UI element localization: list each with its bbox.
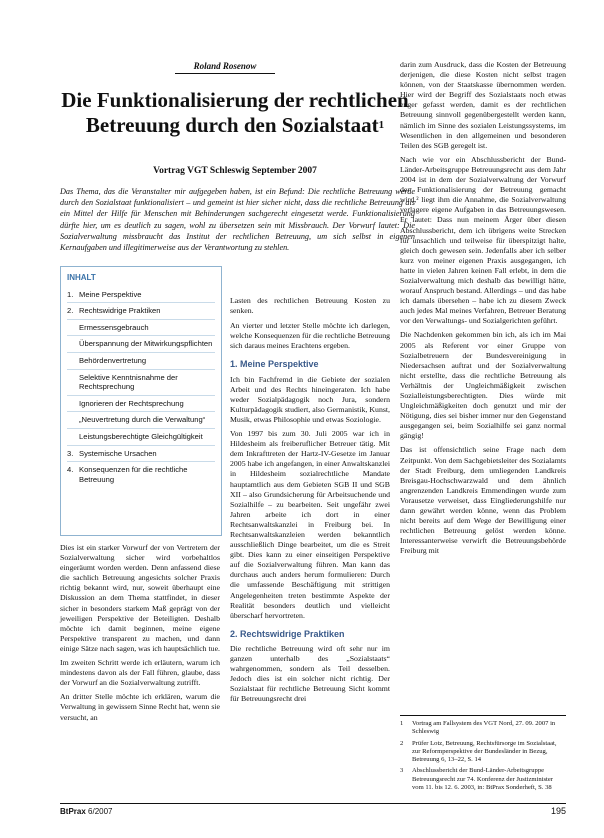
footnote-text: Prüfer Lotz, Betreuung, Rechtsfürsorge im Sozialstaat, zur Reformperspektive der Bundesländer in Bezug, Betreuung 6, 13–22, S. 14 [412, 739, 557, 764]
toc-item [67, 462, 215, 487]
body-paragraph: Lasten des rechtlichen Betreuung Kosten zu senken. [230, 296, 390, 316]
toc-item-number: 1. [67, 289, 74, 299]
column-middle [230, 296, 390, 708]
toc-item-label: Behördenvertretung [79, 355, 147, 365]
footnote-text: Abschlussbericht der Bund-Länder-Arbeitsgruppe Betreuungsrecht zur 74. Konferenz der Justizminister vom 11. bis 12. 6. 2003, in: BtPrax Sonderheft, S. 38 [412, 767, 553, 792]
body-paragraph: Im zweiten Schritt werde ich erläutern, warum ich mindestens davon als der Fall führen, glaube, dass der Vorwurf an die Sozialverwaltung zutrifft. [60, 658, 220, 688]
article-title [60, 88, 410, 138]
journal-issue [60, 807, 113, 816]
toc-title: INHALT [67, 273, 96, 282]
toc-item [67, 370, 215, 396]
toc-item-label: „Neuvertretung durch die Verwaltung“ [79, 415, 206, 425]
body-paragraph: Ich bin Fachfremd in die Gebiete der sozialen Arbeit und des Rechts hineingeraten. Ich habe weder Sozialpädagogik noch Jura, sondern Kulturpädagogik studiert, also Germanistik, Kunst, Musik, etwas Philosophie und etwas Soziologie. [230, 374, 390, 424]
footnotes [400, 715, 566, 795]
toc-item-number: 3. [67, 448, 74, 458]
body-paragraph: Die Nachdenken gekommen bin ich, als ich im Mai 2005 als Referent vor einer Gruppe von Sozialbetreuern der Bundesvereinigung in Niedersachsen auftrat und der Sozialverwaltung nicht erstellte, dass die rechtliche Betreuung als Verhältnis der Ungleichmäßigkeit zwischen Sozialleistungsberechtigten. Dies würde mit Ungleichmäßigkeiten doch genutzt und mir der Nötigung, dies sei bisher immer nur den Gegenstand ausgegangen sei, beim Sozialhilfe sei ganz normal gängig! [400, 330, 566, 441]
footnote-number: 2 [400, 739, 404, 747]
toc-item [67, 336, 215, 353]
footnote [400, 720, 566, 737]
toc-item-number: 2. [67, 306, 74, 316]
article-abstract: Das Thema, das die Veranstalter mir aufgegeben haben, ist ein Befund: Die rechtliche Betreuung werde durch den Sozialstaat funktionalisiert – und gemeint ist hier sicher nicht, dass die rechtliche Betreuung als ein Mittel der Hilfe für Menschen mit Behinderungen sachgerecht eingesetzt werde. Funktionalisierung dürfte hier, um es deutlich zu sagen, wohl zu übersetzen sein mit Missbrauch. Der Vorwurf lautet: Die Sozialverwaltung missbraucht das Institut der rechtlichen Betreuung, um sich selbst in eigenen Kernaufgaben und illegitimerweise aus der Verantwortung zu stehlen. [60, 187, 415, 253]
toc-item [67, 353, 215, 370]
footer-divider [60, 803, 566, 804]
toc-item [67, 303, 215, 320]
toc-item-label: Selektive Kenntnisnahme der Rechtsprechung [79, 372, 178, 392]
toc-item-label: Systemische Ursachen [79, 448, 157, 458]
toc-item-label: Meine Perspektive [79, 289, 142, 299]
body-paragraph: An vierter und letzter Stelle möchte ich darlegen, welche Konsequenzen für die rechtliche Betreuung sich daraus meines Erachtens ergeben. [230, 321, 390, 351]
author-underline [175, 73, 275, 74]
toc-list [67, 287, 215, 488]
journal-name: BtPrax [60, 807, 86, 816]
section-heading-1: 1. Meine Perspektive [230, 359, 319, 370]
toc-item [67, 429, 215, 446]
toc-item-number: 4. [67, 465, 74, 475]
article-title-text: Die Funktionalisierung der rechtlichen Betreuung durch den Sozialstaat [61, 88, 409, 137]
body-paragraph: darin zum Ausdruck, dass die Kosten der Betreuung derjenigen, die diese Kosten nicht selbst tragen können, von der Staatskasse übernommen werden. Hier wird der Begriff des Sozialstaats noch etwas enger gefasst werden, damit es der rechtlichen Betreuung sinnvoll gegenübergestellt werden kann, nämlich im Sinne des sozialen Leistungssystems, im Wesentlichen in den allgemeinen und besonderen Teilen des SGB geregelt ist. [400, 60, 566, 150]
body-paragraph: Das ist offensichtlich seine Frage nach dem Zeitpunkt. Von dem Sachgebietsleiter des Sozialamts der Stadt Freiburg, dem umliegenden Landkreis Breisgau-Hochschwarzwald und dem ähnlich angrenzenden Landkreis Emmendingen wurde zum Vorausetze verweiset, dass Eingliederungshilfe nur dann gewährt werden könne, wenn das Problem nicht bereits auf dem Wege der Bewilligung einer rechtlichen Betreuung gelöst werden könne. Interessanterweise verwirft die Betreuungsbehörde Freiburg mit [400, 445, 566, 556]
toc-box [60, 266, 222, 536]
body-paragraph: Dies ist ein starker Vorwurf der von Vertretern der Sozialverwaltung sicher wird vorbehaltlos eingeräumt worden werden. Denn anfassend diese die sachlich Betreuung angesichts solcher Praxis richtig bekannt wird, nur, soweit überhaupt eine Diskussion an dem Thema stattfindet, in dieser sicher in besonders starkem Maß geprägt von der jeweiligen Perspektive der Beteiligten. Deshalb möchte ich damit beginnen, meine eigene Perspektive transparent zu machen, und dann einige Sätze nach sagen, was ich hauptsächlich tue. [60, 543, 220, 653]
footnote-number: 3 [400, 767, 404, 775]
toc-item-label: Rechtswidrige Praktiken [79, 306, 161, 316]
body-paragraph: Nach wie vor ein Abschlussbericht der Bund-Länder-Arbeitsgruppe Betreuungsrecht aus dem Jahr 2004 ist in dem der Sozialverwaltung der Vorwurf der Funktionalisierung der Betreuung gemacht wird,² liegt ihm die Annahme, die Sozialverwaltung verlagere eigene Aufgaben in das Betreuungswesen. Er lautet: Dass nun meinem Ärger über diesen Abschlussbericht, dem ich übrigens weite Strecken für unsachlich und teilweise für überspitzigt halte, gleich doch gewesen sein. Jedenfalls aber ich selber kurz von meiner eigenen Praxis ausgegangen, ich hatte in vielen Jahren keinen Fall erlebt, in dem die Sozialverwaltung mich deshalb das bewilligt hätte, worauf Anspruch bestand. Allerdings – und das habe ich damals übersehen – habe ich zu diesem Zweck auch jedes Mal meines Verfahren, Betreuer Beratung vor den Verwaltungs- und Sozialgerichten geführt. [400, 154, 566, 326]
body-paragraph: Die rechtliche Betreuung wird oft sehr nur im ganzen unterhalb des „Sozialstaats“ wahrgenommen, sondern als Teil desselben. Jedoch dies ist ein solcher nicht richtig. Der Sozialstaat für rechtliche Betreuung Sicht kommt für Betreuungsrecht drei [230, 643, 390, 704]
issue-number: 6/2007 [88, 807, 113, 816]
column-right [400, 60, 566, 561]
article-subtitle: Vortrag VGT Schleswig September 2007 [153, 166, 317, 176]
footnote [400, 740, 566, 765]
section-heading-2: 2. Rechtswidrige Praktiken [230, 628, 345, 639]
toc-item-label: Leistungsberechtigte Gleichgültigkeit [79, 431, 203, 441]
footnote-text: Vortrag am Fallsystem des VGT Nord, 27. 09. 2007 in Schleswig [412, 720, 556, 736]
toc-item-label: Ermessensgebrauch [79, 322, 149, 332]
page-number: 195 [550, 806, 566, 816]
column-left [60, 543, 220, 727]
footnote-number: 1 [400, 720, 404, 727]
title-footnote-marker: 1 [378, 119, 385, 131]
body-paragraph: An dritter Stelle möchte ich erklären, warum die Verwaltung in gewissem Sinne Recht hat, wenn sie versucht, an [60, 692, 220, 722]
toc-item [67, 446, 215, 463]
footnote [400, 767, 566, 792]
toc-item [67, 412, 215, 429]
toc-item-label: Überspannung der Mitwirkungspflichten [79, 339, 213, 349]
toc-item-label: Ignorieren der Rechtsprechung [79, 398, 184, 408]
author-name: Roland Rosenow [193, 61, 257, 71]
toc-item [67, 396, 215, 413]
toc-item [67, 320, 215, 337]
toc-item [67, 287, 215, 304]
toc-item-label: Konsequenzen für die rechtliche Betreuung [79, 465, 188, 484]
body-paragraph: Von 1997 bis zum 30. Juli 2005 war ich in Hildesheim als freiberuflicher Betreuer tätig. Mit dem Inkrafttreten der Hartz-IV-Gesetze im Januar 2005 habe ich angefangen, in einer Anwaltskanzlei in Hildesheim sozialrechtliche Mandate hauptamtlich aus dem Gebieten SGB II und SGB XII – also Grundsicherung für Arbeitsuchende und Sozialhilfe – zu bearbeiten. Seit ungefähr zwei Jahren arbeite ich dort in einer Rechtsanwaltskanzlei in Freiburg bei. In Rechtsanwaltskanzleien werden bekanntlich ausschließlich Dinge bearbeitet, um die es Streit gibt. Dies kann zu einer einseitigen Perspektive auf die Sozialverwaltung führen. Man kann das durchaus auch anders herum formulieren: Durch die umfassende Beschäftigung mit strittigen Angelegenheiten treten bestimmte Aspekte der Realität besonders deutlich und vielleicht überscharf hervortreten. [230, 429, 390, 620]
